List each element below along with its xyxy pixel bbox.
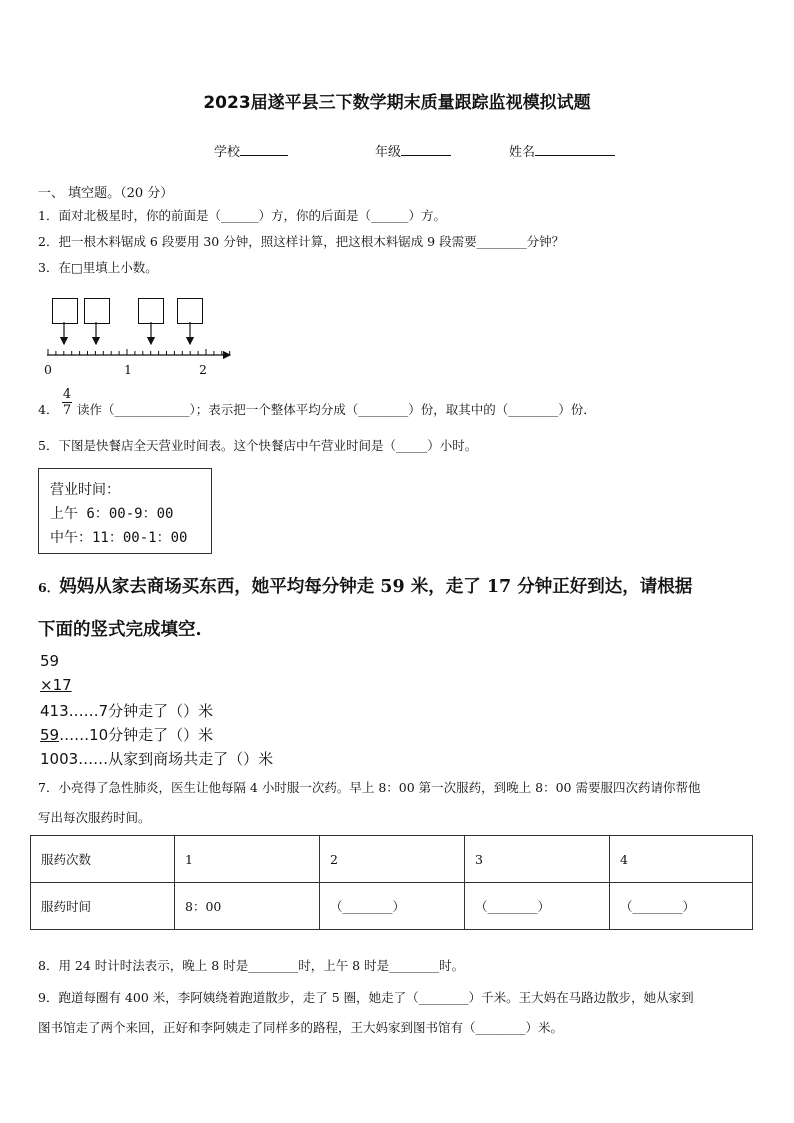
fraction-numerator: 4 <box>62 387 72 402</box>
hours-noon: 中午：11：00-1：00 <box>50 530 188 546</box>
calc-line-5: 1003……从家到商场共走了（）米 <box>40 750 274 768</box>
table-cell[interactable]: （________） <box>610 883 753 930</box>
number-line <box>40 320 240 362</box>
question-7-line2: 写出每次服药时间。 <box>38 810 151 825</box>
table-cell: 服药次数 <box>31 836 175 883</box>
calc-line-3: 413……7分钟走了（）米 <box>40 702 214 720</box>
question-9-line1: 9．跑道每圈有 400 米，李阿姨绕着跑道散步，走了 5 圈，她走了（________）千米。王大妈在马路边散步，她从家到 <box>38 990 694 1005</box>
school-field <box>214 141 288 160</box>
table-cell: 服药时间 <box>31 883 175 930</box>
medication-table <box>30 835 753 930</box>
grade-field <box>375 141 451 160</box>
axis-ticks <box>48 349 230 355</box>
school-blank[interactable] <box>240 143 288 156</box>
grade-blank[interactable] <box>401 143 451 156</box>
table-row <box>31 883 753 930</box>
question-5: 5．下图是快餐店全天营业时间表。这个快餐店中午营业时间是（_____）小时。 <box>38 438 478 453</box>
table-row <box>31 836 753 883</box>
question-6-line1: 6．妈妈从家去商场买东西，她平均每分钟走 59 米，走了 17 分钟正好到达，请根据 <box>38 577 693 597</box>
question-8: 8．用 24 时计时法表示，晚上 8 时是________时，上午 8 时是________时。 <box>38 958 465 973</box>
calc-line-1: 59 <box>40 652 60 670</box>
name-field <box>509 141 615 160</box>
hours-heading: 营业时间： <box>50 482 120 498</box>
name-label: 姓名 <box>509 145 536 160</box>
calc-line-2: ×17 <box>40 676 72 694</box>
question-7-line1: 7．小亮得了急性肺炎，医生让他每隔 4 小时服一次药。早上 8：00 第一次服药，到晚上 8：00 需要服四次药请你帮他 <box>38 780 701 795</box>
table-cell[interactable]: （________） <box>465 883 610 930</box>
table-cell: 4 <box>610 836 753 883</box>
question-1: 1．面对北极星时，你的前面是（______）方，你的后面是（______）方。 <box>38 208 446 223</box>
name-blank[interactable] <box>535 143 615 156</box>
business-hours-box <box>38 468 212 554</box>
question-6-number: 6． <box>38 580 60 595</box>
question-4: 读作（____________）；表示把一个整体平均分成（________）份，取其中的（________）份． <box>77 402 596 417</box>
question-3: 3．在□里填上小数。 <box>38 260 158 275</box>
school-label: 学校 <box>214 145 241 160</box>
page-title: 2023届遂平县三下数学期末质量跟踪监视模拟试题 <box>203 93 591 113</box>
section-heading: 一、 填空题。（20 分） <box>38 186 174 201</box>
question-9-line2: 图书馆走了两个来回，正好和李阿姨走了同样多的路程，王大妈家到图书馆有（________）米。 <box>38 1020 564 1035</box>
table-cell: 3 <box>465 836 610 883</box>
hours-morning: 上午 6：00-9：00 <box>50 506 174 522</box>
table-cell[interactable]: （________） <box>320 883 465 930</box>
question-2: 2．把一根木料锯成 6 段要用 30 分钟，照这样计算，把这根木料锯成 9 段需要________分钟？ <box>38 234 565 249</box>
table-cell: 1 <box>175 836 320 883</box>
grade-label: 年级 <box>375 145 402 160</box>
tick-label-1: 1 <box>124 362 132 377</box>
calc-line-4: 59……10分钟走了（）米 <box>40 726 214 744</box>
question-6-line2: 下面的竖式完成填空. <box>38 620 202 640</box>
tick-label-2: 2 <box>199 362 207 377</box>
fraction <box>62 388 72 419</box>
fraction-denominator: 7 <box>62 403 72 418</box>
table-cell: 8：00 <box>175 883 320 930</box>
tick-label-0: 0 <box>44 362 52 377</box>
table-cell: 2 <box>320 836 465 883</box>
question-4-number: 4． <box>38 402 59 417</box>
